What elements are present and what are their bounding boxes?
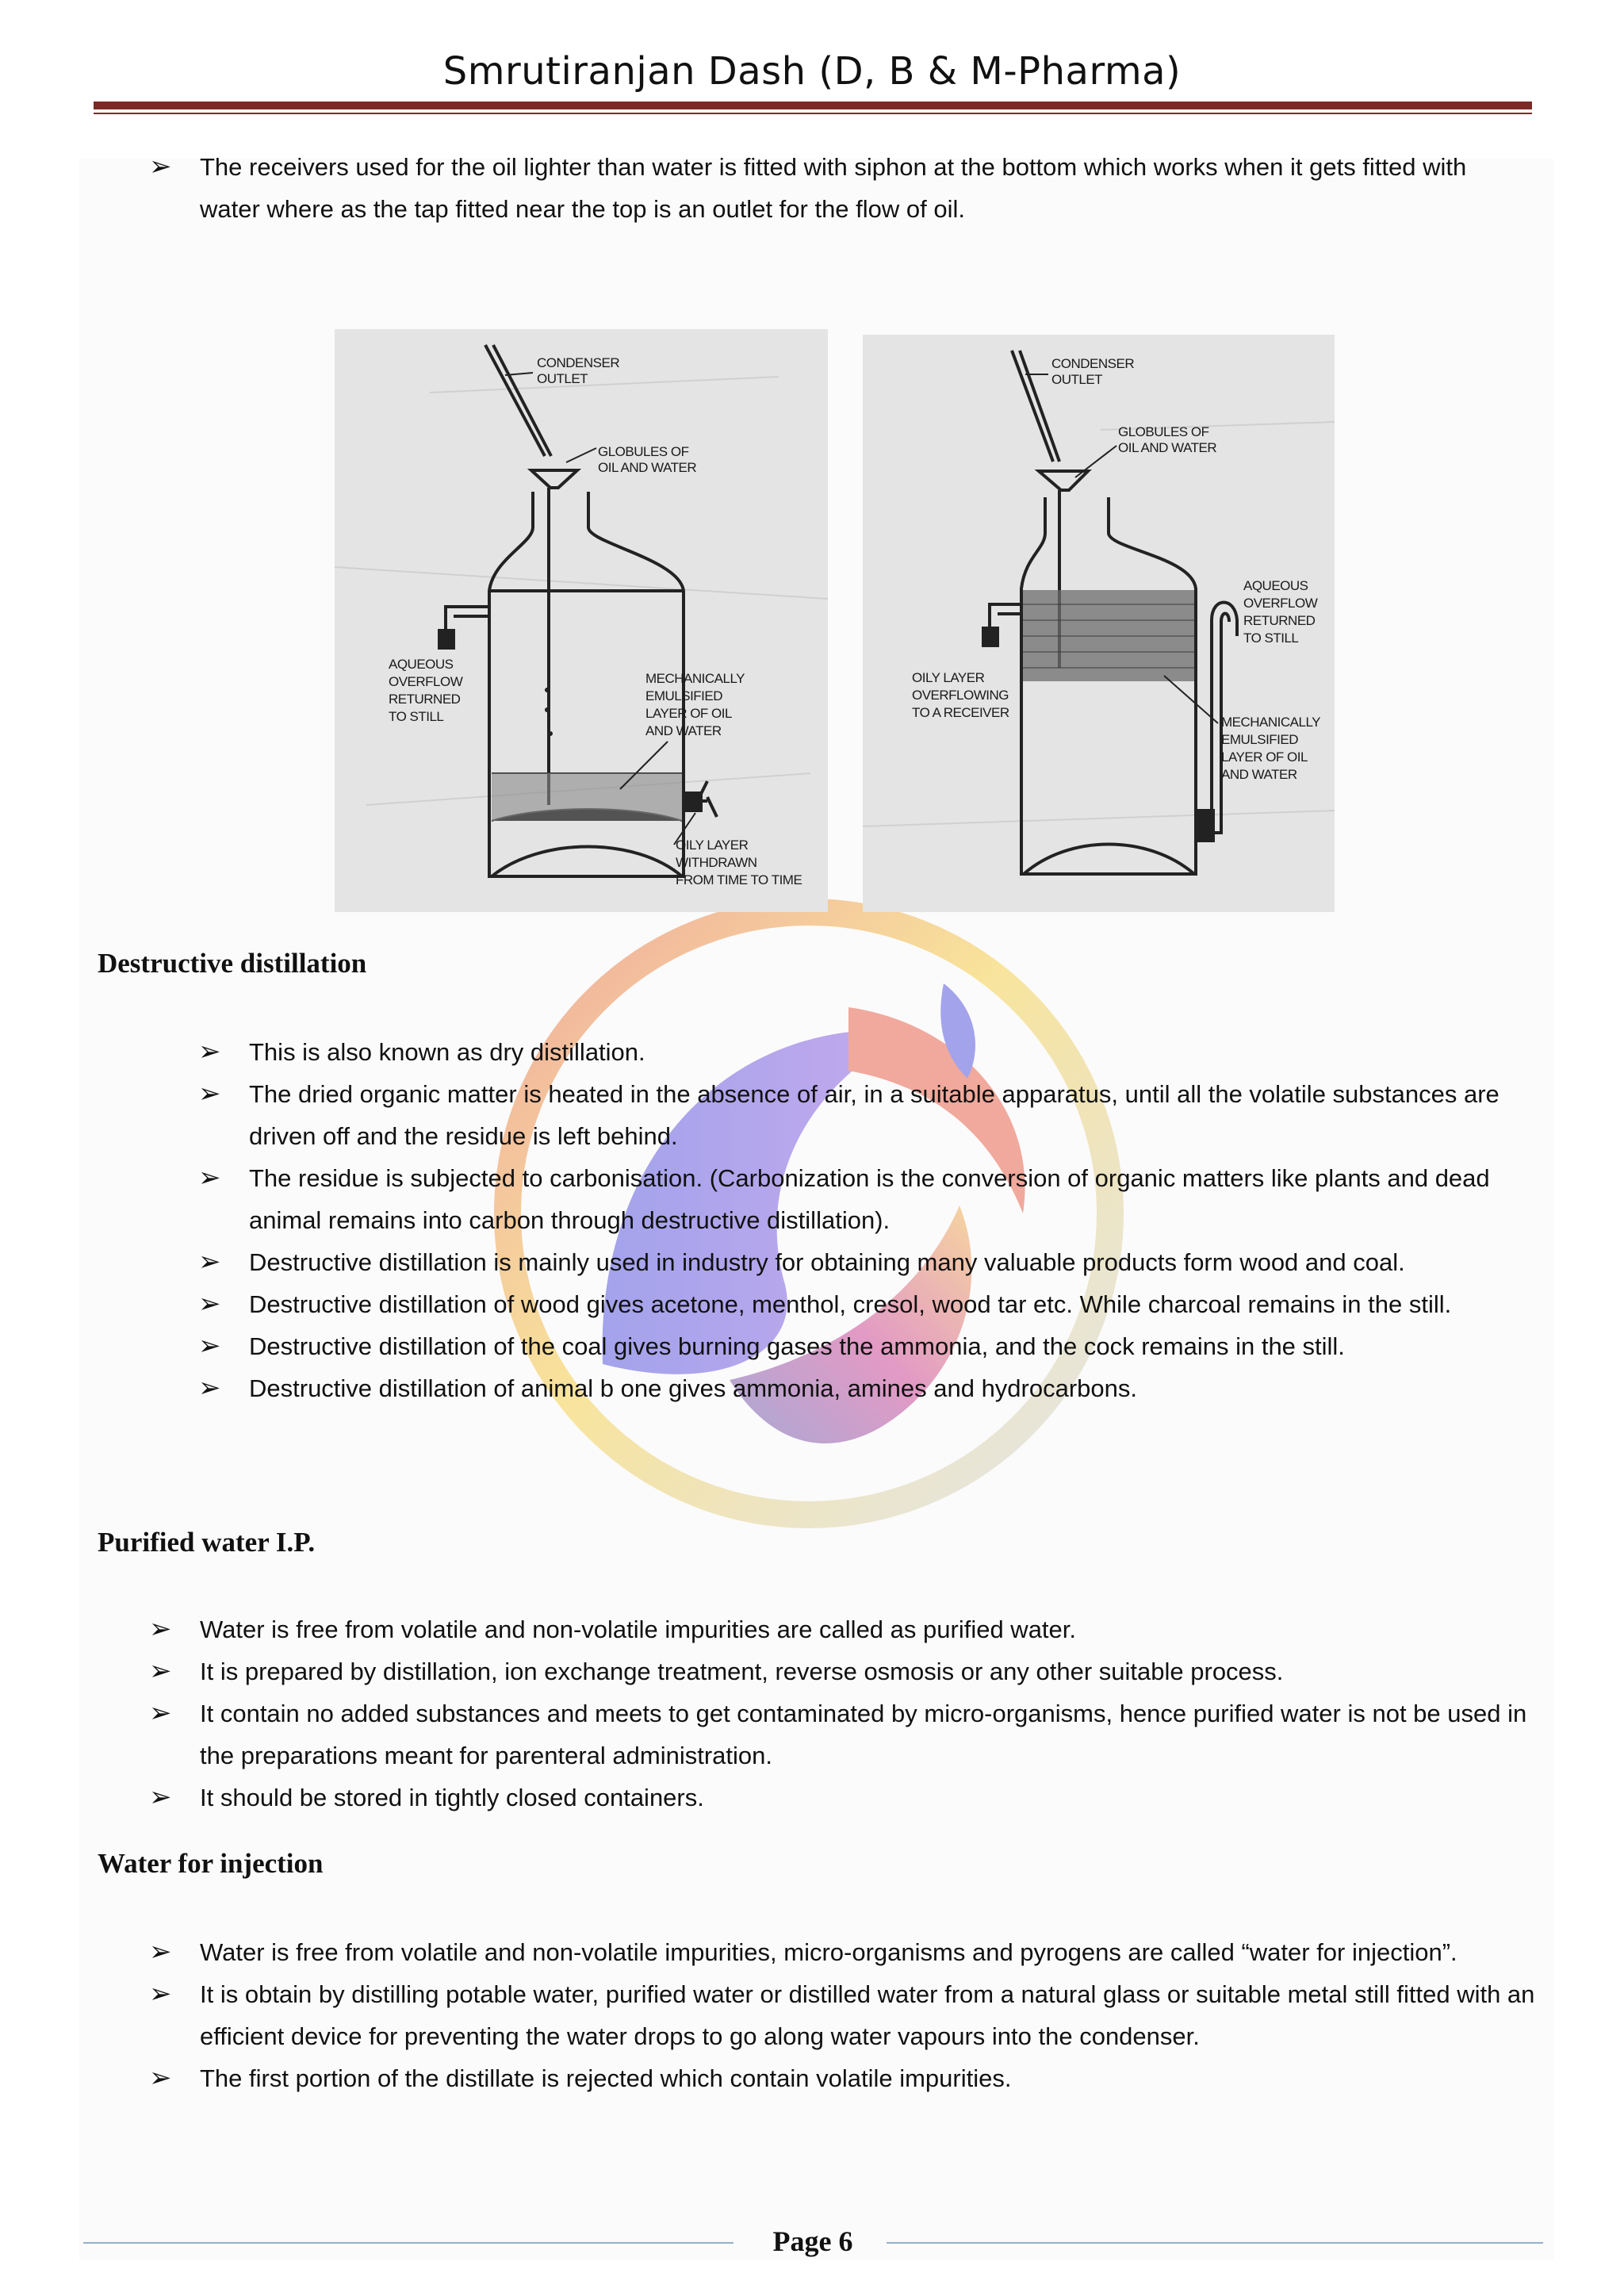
list-item: ➢ Water is free from volatile and non-volatile impurities are called as purified water. <box>151 1608 1540 1650</box>
svg-text:OVERFLOWING: OVERFLOWING <box>912 688 1009 703</box>
receiver-diagram-left <box>335 329 828 912</box>
label-globules: GLOBULES OF <box>598 444 689 459</box>
svg-text:RETURNED: RETURNED <box>1243 613 1316 628</box>
svg-text:EMULSIFIED: EMULSIFIED <box>1221 732 1299 747</box>
header-rule <box>94 102 1532 109</box>
bullet-arrow-icon: ➢ <box>198 1163 221 1193</box>
svg-text:TO A RECEIVER: TO A RECEIVER <box>912 705 1009 720</box>
svg-text:OIL AND WATER: OIL AND WATER <box>1118 440 1217 455</box>
svg-text:TO STILL: TO STILL <box>1243 631 1299 646</box>
figure-receiver-oil-lighter <box>863 335 1335 912</box>
label-oily-layer: OILY LAYER <box>676 838 749 853</box>
svg-text:AND WATER: AND WATER <box>645 723 722 738</box>
label-aqueous-overflow: AQUEOUS <box>389 657 454 672</box>
label-globules: GLOBULES OF <box>1118 424 1209 439</box>
bullet-arrow-icon: ➢ <box>149 1937 172 1967</box>
purified-list <box>151 1608 1540 1819</box>
header-rule-thin <box>94 113 1532 114</box>
svg-text:FROM TIME TO TIME: FROM TIME TO TIME <box>676 872 802 887</box>
receiver-diagram-right <box>863 335 1335 912</box>
list-item: ➢ Destructive distillation is mainly used in industry for obtaining many valuable products form wood and coal. <box>200 1241 1540 1283</box>
bullet-arrow-icon: ➢ <box>198 1247 221 1277</box>
section-heading-destructive: Destructive distillation <box>98 948 367 979</box>
svg-text:OIL AND WATER: OIL AND WATER <box>598 460 697 475</box>
svg-text:TO STILL: TO STILL <box>389 709 444 724</box>
section-heading-injection: Water for injection <box>98 1848 324 1879</box>
list-item: ➢ The residue is subjected to carbonisation. (Carbonization is the conversion of organic matters like plants and dead animal remains into carbon through destructive distillation). <box>200 1157 1540 1241</box>
bullet-arrow-icon: ➢ <box>149 151 172 182</box>
bullet-arrow-icon: ➢ <box>198 1289 221 1319</box>
svg-text:EMULSIFIED: EMULSIFIED <box>645 688 723 703</box>
svg-text:OUTLET: OUTLET <box>537 371 588 386</box>
label-emulsified-layer: MECHANICALLY <box>645 671 745 686</box>
list-item: ➢ It is obtain by distilling potable water, purified water or distilled water from a natural glass or suitable metal still fitted with an efficient device for preventing the water drops to go along water vapours into the condenser. <box>151 1973 1540 2057</box>
section-heading-purified: Purified water I.P. <box>98 1527 316 1558</box>
list-item: ➢ The receivers used for the oil lighter than water is fitted with siphon at the bottom which works when it gets fitted with water where as the tap fitted near the top is an outlet for the flow of oil. <box>151 146 1530 230</box>
svg-text:WITHDRAWN: WITHDRAWN <box>676 855 757 870</box>
bullet-arrow-icon: ➢ <box>149 2063 172 2093</box>
bullet-arrow-icon: ➢ <box>149 1782 172 1812</box>
list-item: ➢ This is also known as dry distillation. <box>200 1031 1540 1073</box>
list-item: ➢ The first portion of the distillate is rejected which contain volatile impurities. <box>151 2057 1540 2099</box>
bullet-arrow-icon: ➢ <box>198 1373 221 1403</box>
bullet-arrow-icon: ➢ <box>149 1698 172 1728</box>
bullet-arrow-icon: ➢ <box>198 1079 221 1109</box>
bullet-arrow-icon: ➢ <box>198 1331 221 1361</box>
label-condenser-outlet: CONDENSER <box>537 355 620 370</box>
list-item: ➢ The dried organic matter is heated in the absence of air, in a suitable apparatus, until all the volatile substances are driven off and the residue is left behind. <box>200 1073 1540 1157</box>
svg-text:OVERFLOW: OVERFLOW <box>389 674 463 689</box>
figure-receiver-oil-heavier <box>335 329 828 912</box>
label-emulsified-layer: MECHANICALLY <box>1221 715 1320 730</box>
intro-list <box>151 146 1530 230</box>
svg-text:LAYER OF OIL: LAYER OF OIL <box>645 706 732 721</box>
label-condenser-outlet: CONDENSER <box>1051 356 1135 371</box>
list-item: ➢ It should be stored in tightly closed containers. <box>151 1777 1540 1819</box>
page-number: Page 6 <box>772 2225 853 2257</box>
bullet-arrow-icon: ➢ <box>149 1614 172 1644</box>
destructive-list <box>200 1031 1540 1409</box>
label-oily-layer: OILY LAYER <box>912 670 985 685</box>
list-item: ➢ It contain no added substances and meets to get contaminated by micro-organisms, hence purified water is not be used in the preparations meant for parenteral administration. <box>151 1692 1540 1777</box>
label-aqueous-overflow: AQUEOUS <box>1243 578 1308 593</box>
injection-list <box>151 1931 1540 2099</box>
list-item: ➢ Destructive distillation of animal b one gives ammonia, amines and hydrocarbons. <box>200 1367 1540 1409</box>
list-item: ➢ Water is free from volatile and non-volatile impurities, micro-organisms and pyrogens are called “water for injection”. <box>151 1931 1540 1973</box>
svg-text:LAYER OF OIL: LAYER OF OIL <box>1221 749 1308 765</box>
svg-text:OUTLET: OUTLET <box>1051 372 1103 387</box>
page-header-title: Smrutiranjan Dash (D, B & M-Pharma) <box>442 49 1182 94</box>
svg-text:AND WATER: AND WATER <box>1221 767 1297 782</box>
svg-text:RETURNED: RETURNED <box>389 692 461 707</box>
list-item: ➢ It is prepared by distillation, ion exchange treatment, reverse osmosis or any other suitable process. <box>151 1650 1540 1692</box>
bullet-arrow-icon: ➢ <box>149 1979 172 2009</box>
bullet-arrow-icon: ➢ <box>149 1656 172 1686</box>
list-item: ➢ Destructive distillation of wood gives acetone, menthol, cresol, wood tar etc. While charcoal remains in the still. <box>200 1283 1540 1325</box>
svg-text:OVERFLOW: OVERFLOW <box>1243 596 1318 611</box>
bullet-arrow-icon: ➢ <box>198 1037 221 1067</box>
list-item: ➢ Destructive distillation of the coal gives burning gases the ammonia, and the cock remains in the still. <box>200 1325 1540 1367</box>
